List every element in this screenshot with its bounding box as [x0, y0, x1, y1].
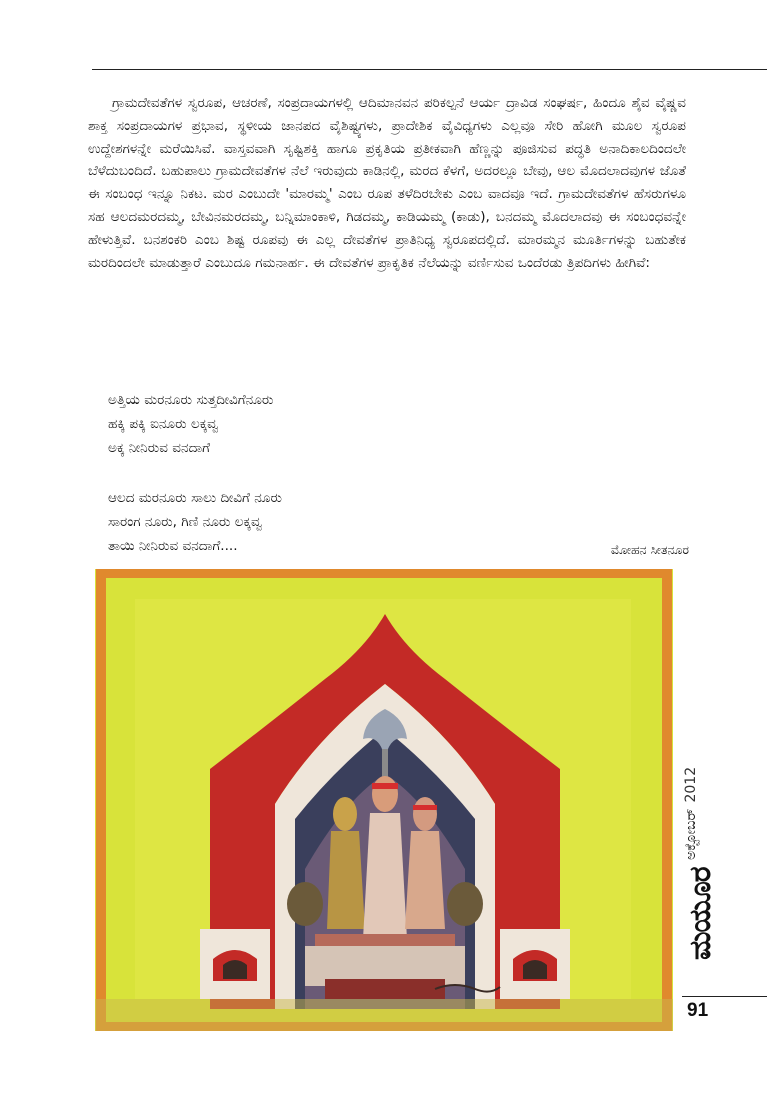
issue-date [683, 767, 699, 860]
magazine-masthead [683, 867, 718, 960]
magazine-title: ಮಯೂರ [683, 867, 718, 960]
bottom-rule [682, 996, 767, 997]
verse-line: ತಾಯಿ ನೀನಿರುವ ವನದಾಗೆ.... [108, 538, 238, 554]
verse-line: ಸಾರಂಗ ನೂರು, ಗಿಣಿ ನೂರು ಲಕ್ಕವ್ವ [108, 514, 263, 530]
page-number: 91 [687, 1000, 709, 1021]
top-rule [92, 69, 767, 70]
verse-line: ಹಕ್ಕಿ ಪಕ್ಕಿ ಐನೂರು ಲಕ್ಕವ್ವ [108, 416, 219, 432]
author-name: ಮೋಹನ ಸೀತನೂರ [610, 542, 689, 557]
verse-line: ಆಲದ ಮರನೂರು ಸಾಲು ದೀವಿಗೆ ನೂರು [108, 490, 282, 506]
issue-year: 2012 [683, 766, 699, 803]
article-paragraph: ಗ್ರಾಮದೇವತೆಗಳ ಸ್ವರೂಪ, ಆಚರಣೆ, ಸಂಪ್ರದಾಯಗಳಲ್ಲಿ ಆದಿಮಾನವನ ಪರಿಕಲ್ಪನೆ ಆರ್ಯ ದ್ರಾವಿಡ ಸಂಘರ್ಷ, ಹಿಂದೂ ಶೈವ ವೈಷ್ಣವ ಶಾಕ್ತ ಸಂಪ್ರದಾಯಗಳ ಪ್ರಭಾವ, ಸ್ಥಳೀಯ ಜಾನಪದ ವೈಶಿಷ್ಟ್ಯಗಳು, ಪ್ರಾದೇಶಿಕ ವೈವಿಧ್ಯಗಳು ಎಲ್ಲವೂ ಸೇರಿ ಹೋಗಿ ಮೂಲ ಸ್ವರೂಪ ಉದ್ದೇಶಗಳನ್ನೇ ಮರೆಯಿಸಿವೆ. ವಾಸ್ತವವಾಗಿ ಸೃಷ್ಟಿಶಕ್ತಿ ಹಾಗೂ ಪ್ರಕೃತಿಯ ಪ್ರತೀಕವಾಗಿ ಹೆಣ್ಣನ್ನು ಪೂಜಿಸುವ ಪದ್ಧತಿ ಅನಾದಿಕಾಲದಿಂದಲೇ ಬೆಳೆದುಬಂದಿದೆ. ಬಹುಪಾಲು ಗ್ರಾಮದೇವತೆಗಳ ನೆಲೆ ಇರುವುದು ಕಾಡಿನಲ್ಲಿ, ಮರದ ಕೆಳಗೆ, ಅದರಲ್ಲೂ ಬೇವು, ಆಲ ಮೊದಲಾದವುಗಳ ಜೊತೆ ಈ ಸಂಬಂಧ ಇನ್ನೂ ನಿಕಟ. ಮರ ಎಂಬುದೇ 'ಮಾರಮ್ಮ' ಎಂಬ ರೂಪ ತಳೆದಿರಬೇಕು ಎಂಬ ವಾದವೂ ಇದೆ. ಗ್ರಾಮದೇವತೆಗಳ ಹೆಸರುಗಳೂ ಸಹ ಆಲದಮರದಮ್ಮ, ಬೇವಿನಮರದಮ್ಮ, ಬನ್ನಿಮಾಂಕಾಳಿ, ಗಿಡದಮ್ಮ, ಕಾಡಿಯಮ್ಮ (ಕಾಡು), ಬನದಮ್ಮ ಮೊದಲಾದವು ಈ ಸಂಬಂಧವನ್ನೇ ಹೇಳುತ್ತಿವೆ. ಬನಶಂಕರಿ ಎಂಬ ಶಿಷ್ಟ ರೂಪವು ಈ ಎಲ್ಲ ದೇವತೆಗಳ ಪ್ರಾತಿನಿಧ್ಯ ಸ್ವರೂಪದಲ್ಲಿದೆ. ಮಾರಮ್ಮನ ಮೂರ್ತಿಗಳನ್ನು ಬಹುತೇಕ ಮರದಿಂದಲೇ ಮಾಡುತ್ತಾರೆ ಎಂಬುದೂ ಗಮನಾರ್ಹ. ಈ ದೇವತೆಗಳ ಪ್ರಾಕೃತಿಕ ನೆಲೆಯನ್ನು ವರ್ಣಿಸುವ ಒಂದೆರಡು ತ್ರಿಪದಿಗಳು ಹೀಗಿವೆ: [88, 95, 686, 271]
verse-tripadi-1 [108, 388, 273, 460]
verse-line: ಅಕ್ಕ ನೀನಿರುವ ವನದಾಗೆ [108, 440, 211, 456]
verse-line: ಅತ್ತಿಯ ಮರನೂರು ಸುತ್ತದೀವಿಗೆನೂರು [108, 392, 274, 408]
painting-artwork [95, 569, 673, 1031]
article-body [88, 92, 686, 274]
issue-month: ಅಕ್ಟೋಬರ್ [683, 808, 699, 860]
verse-tripadi-2 [108, 486, 282, 558]
painting-image [95, 569, 673, 1031]
